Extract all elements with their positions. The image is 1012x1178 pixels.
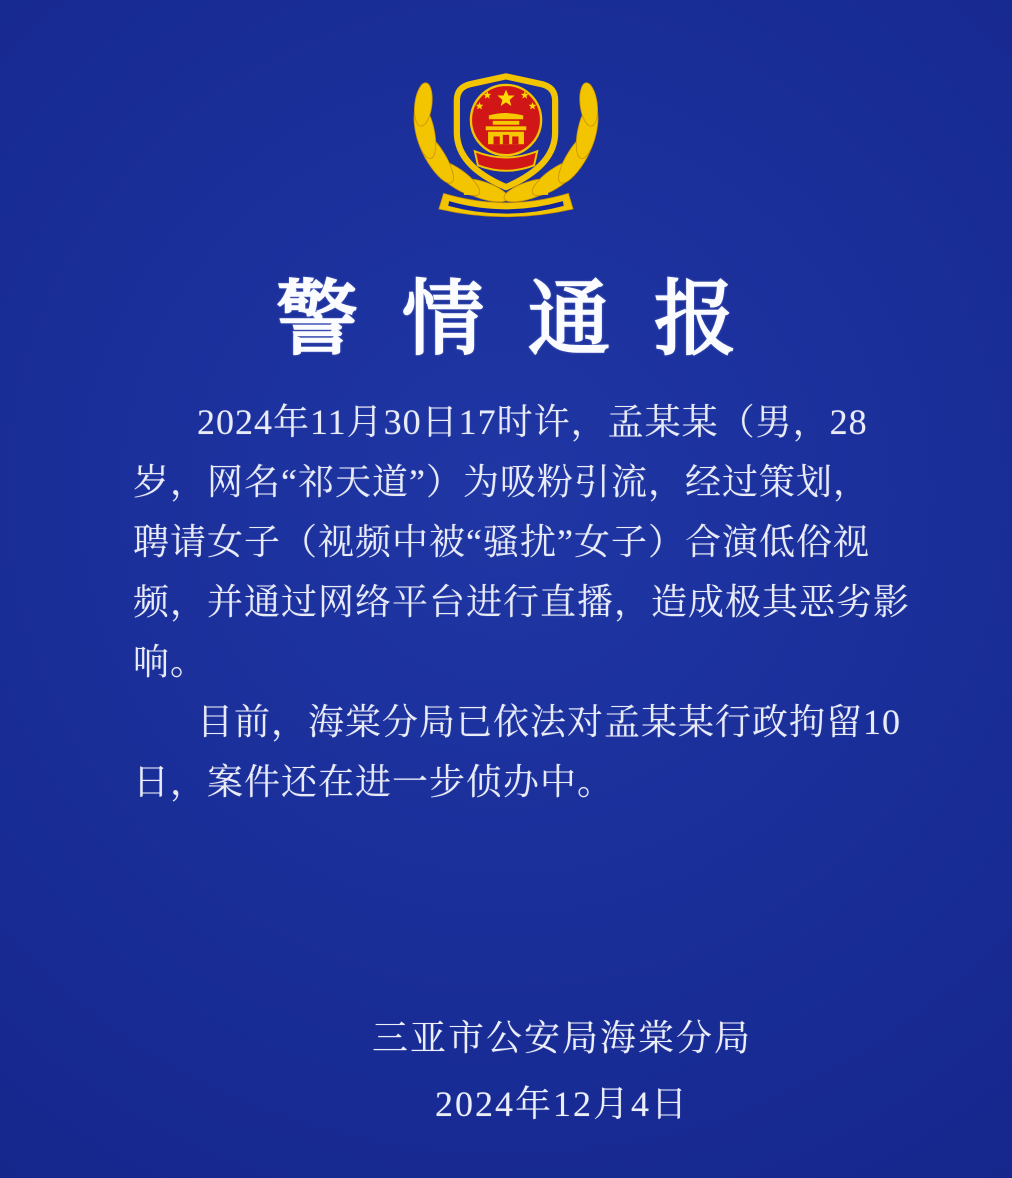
body-line: 岁，网名“祁天道”）为吸粉引流，经过策划，: [133, 462, 870, 502]
body-line: 目前，海棠分局已依法对孟某某行政拘留10: [197, 702, 902, 742]
body-line: 频，并通过网络平台进行直播，造成极其恶劣影: [133, 582, 911, 622]
issuing-agency: 三亚市公安局海棠分局: [371, 1018, 752, 1058]
body-line: 聘请女子（视频中被“骚扰”女子）合演低俗视: [133, 522, 870, 562]
notice-body: [133, 392, 911, 812]
notice-title: 警情通报: [275, 274, 780, 365]
body-line: 2024年11月30日17时许，孟某某（男，28: [197, 402, 868, 442]
police-badge-icon: [389, 56, 623, 220]
issue-date: 2024年12月4日: [434, 1084, 689, 1124]
body-line: 响。: [133, 642, 208, 682]
body-line: 日，案件还在进一步侦办中。: [133, 762, 615, 802]
